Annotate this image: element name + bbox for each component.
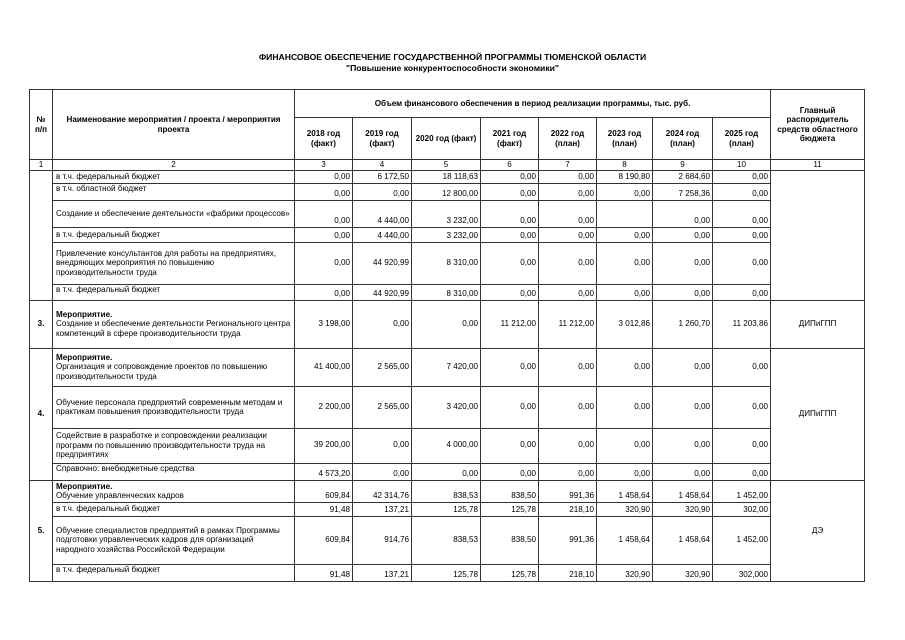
value-cell: 1 452,00 <box>713 516 771 564</box>
row-index <box>30 170 53 300</box>
column-number: 9 <box>653 160 713 171</box>
row-name: в т.ч. федеральный бюджет <box>53 284 295 300</box>
value-cell: 2 200,00 <box>295 386 353 428</box>
value-cell: 0,00 <box>539 386 597 428</box>
manager-cell <box>771 170 865 300</box>
value-cell: 0,00 <box>295 183 353 200</box>
value-cell: 320,90 <box>653 564 713 581</box>
row-name: в т.ч. областной бюджет <box>53 183 295 200</box>
measure-label: Мероприятие. <box>56 481 113 491</box>
value-cell: 0,00 <box>539 183 597 200</box>
table-row <box>30 242 865 284</box>
table-row <box>30 480 865 502</box>
value-cell: 302,000 <box>713 564 771 581</box>
value-cell: 2 565,00 <box>353 386 412 428</box>
value-cell: 0,00 <box>353 463 412 480</box>
value-cell: 0,00 <box>539 242 597 284</box>
table-row <box>30 200 865 227</box>
value-cell: 11 212,00 <box>481 300 539 348</box>
value-cell: 18 118,63 <box>412 170 481 183</box>
value-cell: 4 440,00 <box>353 227 412 242</box>
value-cell: 838,50 <box>481 516 539 564</box>
value-cell: 0,00 <box>597 463 653 480</box>
value-cell: 991,36 <box>539 516 597 564</box>
value-cell: 6 172,50 <box>353 170 412 183</box>
value-cell: 41 400,00 <box>295 348 353 386</box>
measure-text: Обучение управленческих кадров <box>56 491 184 500</box>
table-row <box>30 300 865 348</box>
value-cell: 12 800,00 <box>412 183 481 200</box>
table-row <box>30 348 865 386</box>
row-index: 3. <box>30 300 53 348</box>
value-cell: 991,36 <box>539 480 597 502</box>
row-index: 5. <box>30 480 53 581</box>
value-cell: 0,00 <box>412 300 481 348</box>
row-name <box>53 348 295 386</box>
value-cell: 0,00 <box>481 170 539 183</box>
value-cell: 1 452,00 <box>713 480 771 502</box>
value-cell: 0,00 <box>597 428 653 463</box>
table-row <box>30 170 865 183</box>
value-cell: 838,53 <box>412 516 481 564</box>
value-cell: 4 573,20 <box>295 463 353 480</box>
value-cell: 44 920,99 <box>353 242 412 284</box>
value-cell: 1 458,64 <box>653 516 713 564</box>
header-year: 2023 год (план) <box>597 118 653 160</box>
value-cell: 8 190,80 <box>597 170 653 183</box>
value-cell: 39 200,00 <box>295 428 353 463</box>
value-cell: 0,00 <box>539 170 597 183</box>
value-cell: 0,00 <box>713 242 771 284</box>
value-cell: 0,00 <box>539 200 597 227</box>
value-cell: 0,00 <box>295 284 353 300</box>
value-cell: 0,00 <box>481 200 539 227</box>
table-row <box>30 502 865 516</box>
value-cell: 609,84 <box>295 516 353 564</box>
row-name: Обучение персонала предприятий современным методам и практикам повышения производительности труда <box>53 386 295 428</box>
value-cell: 3 232,00 <box>412 227 481 242</box>
row-index: 4. <box>30 348 53 480</box>
value-cell: 0,00 <box>713 386 771 428</box>
value-cell: 0,00 <box>539 227 597 242</box>
value-cell: 125,78 <box>481 502 539 516</box>
column-number: 3 <box>295 160 353 171</box>
value-cell: 914,76 <box>353 516 412 564</box>
value-cell: 0,00 <box>412 463 481 480</box>
value-cell: 0,00 <box>597 183 653 200</box>
value-cell: 2 684,60 <box>653 170 713 183</box>
value-cell: 0,00 <box>597 386 653 428</box>
row-name <box>53 480 295 502</box>
value-cell: 0,00 <box>653 200 713 227</box>
value-cell: 0,00 <box>713 428 771 463</box>
value-cell: 218,10 <box>539 564 597 581</box>
header-year: 2022 год (план) <box>539 118 597 160</box>
header-year: 2019 год (факт) <box>353 118 412 160</box>
value-cell: 0,00 <box>481 183 539 200</box>
financing-table <box>29 89 865 582</box>
table-row <box>30 227 865 242</box>
row-name: в т.ч. федеральный бюджет <box>53 502 295 516</box>
table-row <box>30 183 865 200</box>
document-title: ФИНАНСОВОЕ ОБЕСПЕЧЕНИЕ ГОСУДАРСТВЕННОЙ ПРОГРАММЫ ТЮМЕНСКОЙ ОБЛАСТИ <box>258 52 647 62</box>
value-cell: 320,90 <box>597 564 653 581</box>
value-cell: 0,00 <box>353 300 412 348</box>
value-cell: 0,00 <box>481 227 539 242</box>
value-cell: 0,00 <box>713 463 771 480</box>
value-cell: 0,00 <box>653 227 713 242</box>
value-cell: 11 203,86 <box>713 300 771 348</box>
value-cell: 8 310,00 <box>412 242 481 284</box>
header-manager: Главный распорядитель средств областного бюджета <box>771 90 865 160</box>
value-cell: 0,00 <box>481 242 539 284</box>
value-cell: 320,90 <box>653 502 713 516</box>
value-cell: 3 012,86 <box>597 300 653 348</box>
value-cell: 0,00 <box>539 348 597 386</box>
value-cell: 3 420,00 <box>412 386 481 428</box>
value-cell: 0,00 <box>481 284 539 300</box>
table-row <box>30 564 865 581</box>
row-name: Обучение специалистов предприятий в рамках Программы подготовки управленческих кадров для организаций народного хозяйства Российской Федерации <box>53 516 295 564</box>
measure-text: Организация и сопровождение проектов по повышению производительности труда <box>56 362 268 381</box>
row-name: Привлечение консультантов для работы на предприятиях, внедряющих мероприятия по повышению производительности труда <box>53 242 295 284</box>
value-cell: 0,00 <box>713 284 771 300</box>
value-cell: 0,00 <box>481 348 539 386</box>
value-cell: 91,48 <box>295 564 353 581</box>
value-cell: 0,00 <box>713 348 771 386</box>
value-cell: 0,00 <box>481 463 539 480</box>
table-row <box>30 386 865 428</box>
value-cell: 0,00 <box>295 170 353 183</box>
value-cell: 0,00 <box>713 227 771 242</box>
value-cell: 320,90 <box>597 502 653 516</box>
table-row <box>30 428 865 463</box>
value-cell: 11 212,00 <box>539 300 597 348</box>
header-year: 2025 год (план) <box>713 118 771 160</box>
value-cell: 0,00 <box>653 463 713 480</box>
value-cell: 0,00 <box>539 284 597 300</box>
value-cell: 0,00 <box>713 200 771 227</box>
table-row <box>30 284 865 300</box>
table-row <box>30 516 865 564</box>
header-year: 2018 год (факт) <box>295 118 353 160</box>
value-cell: 0,00 <box>295 227 353 242</box>
header-name: Наименование мероприятия / проекта / мероприятия проекта <box>53 90 295 160</box>
column-number: 6 <box>481 160 539 171</box>
manager-cell: ДИПиГПП <box>771 348 865 480</box>
value-cell: 8 310,00 <box>412 284 481 300</box>
value-cell: 1 458,64 <box>597 480 653 502</box>
value-cell: 0,00 <box>597 242 653 284</box>
value-cell: 1 458,64 <box>653 480 713 502</box>
column-number: 5 <box>412 160 481 171</box>
value-cell: 0,00 <box>653 348 713 386</box>
value-cell: 609,84 <box>295 480 353 502</box>
value-cell: 0,00 <box>653 386 713 428</box>
row-name: Содействие в разработке и сопровождении реализации программ по повышению производительности труда на предприятиях <box>53 428 295 463</box>
value-cell: 0,00 <box>295 242 353 284</box>
column-number: 10 <box>713 160 771 171</box>
value-cell: 2 565,00 <box>353 348 412 386</box>
row-name: Создание и обеспечение деятельности «фабрики процессов» <box>53 200 295 227</box>
column-number: 4 <box>353 160 412 171</box>
value-cell: 125,78 <box>412 502 481 516</box>
value-cell <box>597 200 653 227</box>
row-name <box>53 300 295 348</box>
value-cell: 838,50 <box>481 480 539 502</box>
value-cell: 125,78 <box>412 564 481 581</box>
header-num: № п/п <box>30 90 53 160</box>
measure-text: Создание и обеспечение деятельности Регионального центра компетенций в сфере производительности труда <box>56 319 291 338</box>
header-year: 2021 год (факт) <box>481 118 539 160</box>
value-cell: 1 260,70 <box>653 300 713 348</box>
value-cell: 1 458,64 <box>597 516 653 564</box>
column-number: 1 <box>30 160 53 171</box>
value-cell: 0,00 <box>481 428 539 463</box>
value-cell: 302,00 <box>713 502 771 516</box>
value-cell: 0,00 <box>353 428 412 463</box>
manager-cell: ДЭ <box>771 480 865 581</box>
value-cell: 125,78 <box>481 564 539 581</box>
measure-label: Мероприятие. <box>56 309 113 319</box>
value-cell: 0,00 <box>539 463 597 480</box>
value-cell: 4 440,00 <box>353 200 412 227</box>
value-cell: 0,00 <box>713 170 771 183</box>
document-subtitle: "Повышение конкурентоспособности экономики" <box>346 63 559 73</box>
value-cell: 0,00 <box>653 284 713 300</box>
header-year: 2020 год (факт) <box>412 118 481 160</box>
value-cell: 7 420,00 <box>412 348 481 386</box>
value-cell: 0,00 <box>597 348 653 386</box>
value-cell: 3 198,00 <box>295 300 353 348</box>
value-cell: 3 232,00 <box>412 200 481 227</box>
row-name: в т.ч. федеральный бюджет <box>53 564 295 581</box>
column-number: 7 <box>539 160 597 171</box>
column-number: 8 <box>597 160 653 171</box>
table-row <box>30 463 865 480</box>
value-cell: 838,53 <box>412 480 481 502</box>
value-cell: 0,00 <box>713 183 771 200</box>
value-cell: 0,00 <box>653 242 713 284</box>
value-cell: 44 920,99 <box>353 284 412 300</box>
value-cell: 0,00 <box>597 284 653 300</box>
value-cell: 0,00 <box>353 183 412 200</box>
value-cell: 0,00 <box>481 386 539 428</box>
value-cell: 137,21 <box>353 502 412 516</box>
manager-cell: ДИПиГПП <box>771 300 865 348</box>
value-cell: 218,10 <box>539 502 597 516</box>
row-name: Справочно: внебюджетные средства <box>53 463 295 480</box>
value-cell: 7 258,36 <box>653 183 713 200</box>
column-number: 11 <box>771 160 865 171</box>
value-cell: 0,00 <box>597 227 653 242</box>
header-year: 2024 год (план) <box>653 118 713 160</box>
value-cell: 4 000,00 <box>412 428 481 463</box>
header-volume: Объем финансового обеспечения в период реализации программы, тыс. руб. <box>295 90 771 118</box>
value-cell: 91,48 <box>295 502 353 516</box>
value-cell: 137,21 <box>353 564 412 581</box>
value-cell: 42 314,76 <box>353 480 412 502</box>
value-cell: 0,00 <box>295 200 353 227</box>
value-cell: 0,00 <box>539 428 597 463</box>
measure-label: Мероприятие. <box>56 352 113 362</box>
row-name: в т.ч. федеральный бюджет <box>53 227 295 242</box>
column-number: 2 <box>53 160 295 171</box>
row-name: в т.ч. федеральный бюджет <box>53 170 295 183</box>
value-cell: 0,00 <box>653 428 713 463</box>
